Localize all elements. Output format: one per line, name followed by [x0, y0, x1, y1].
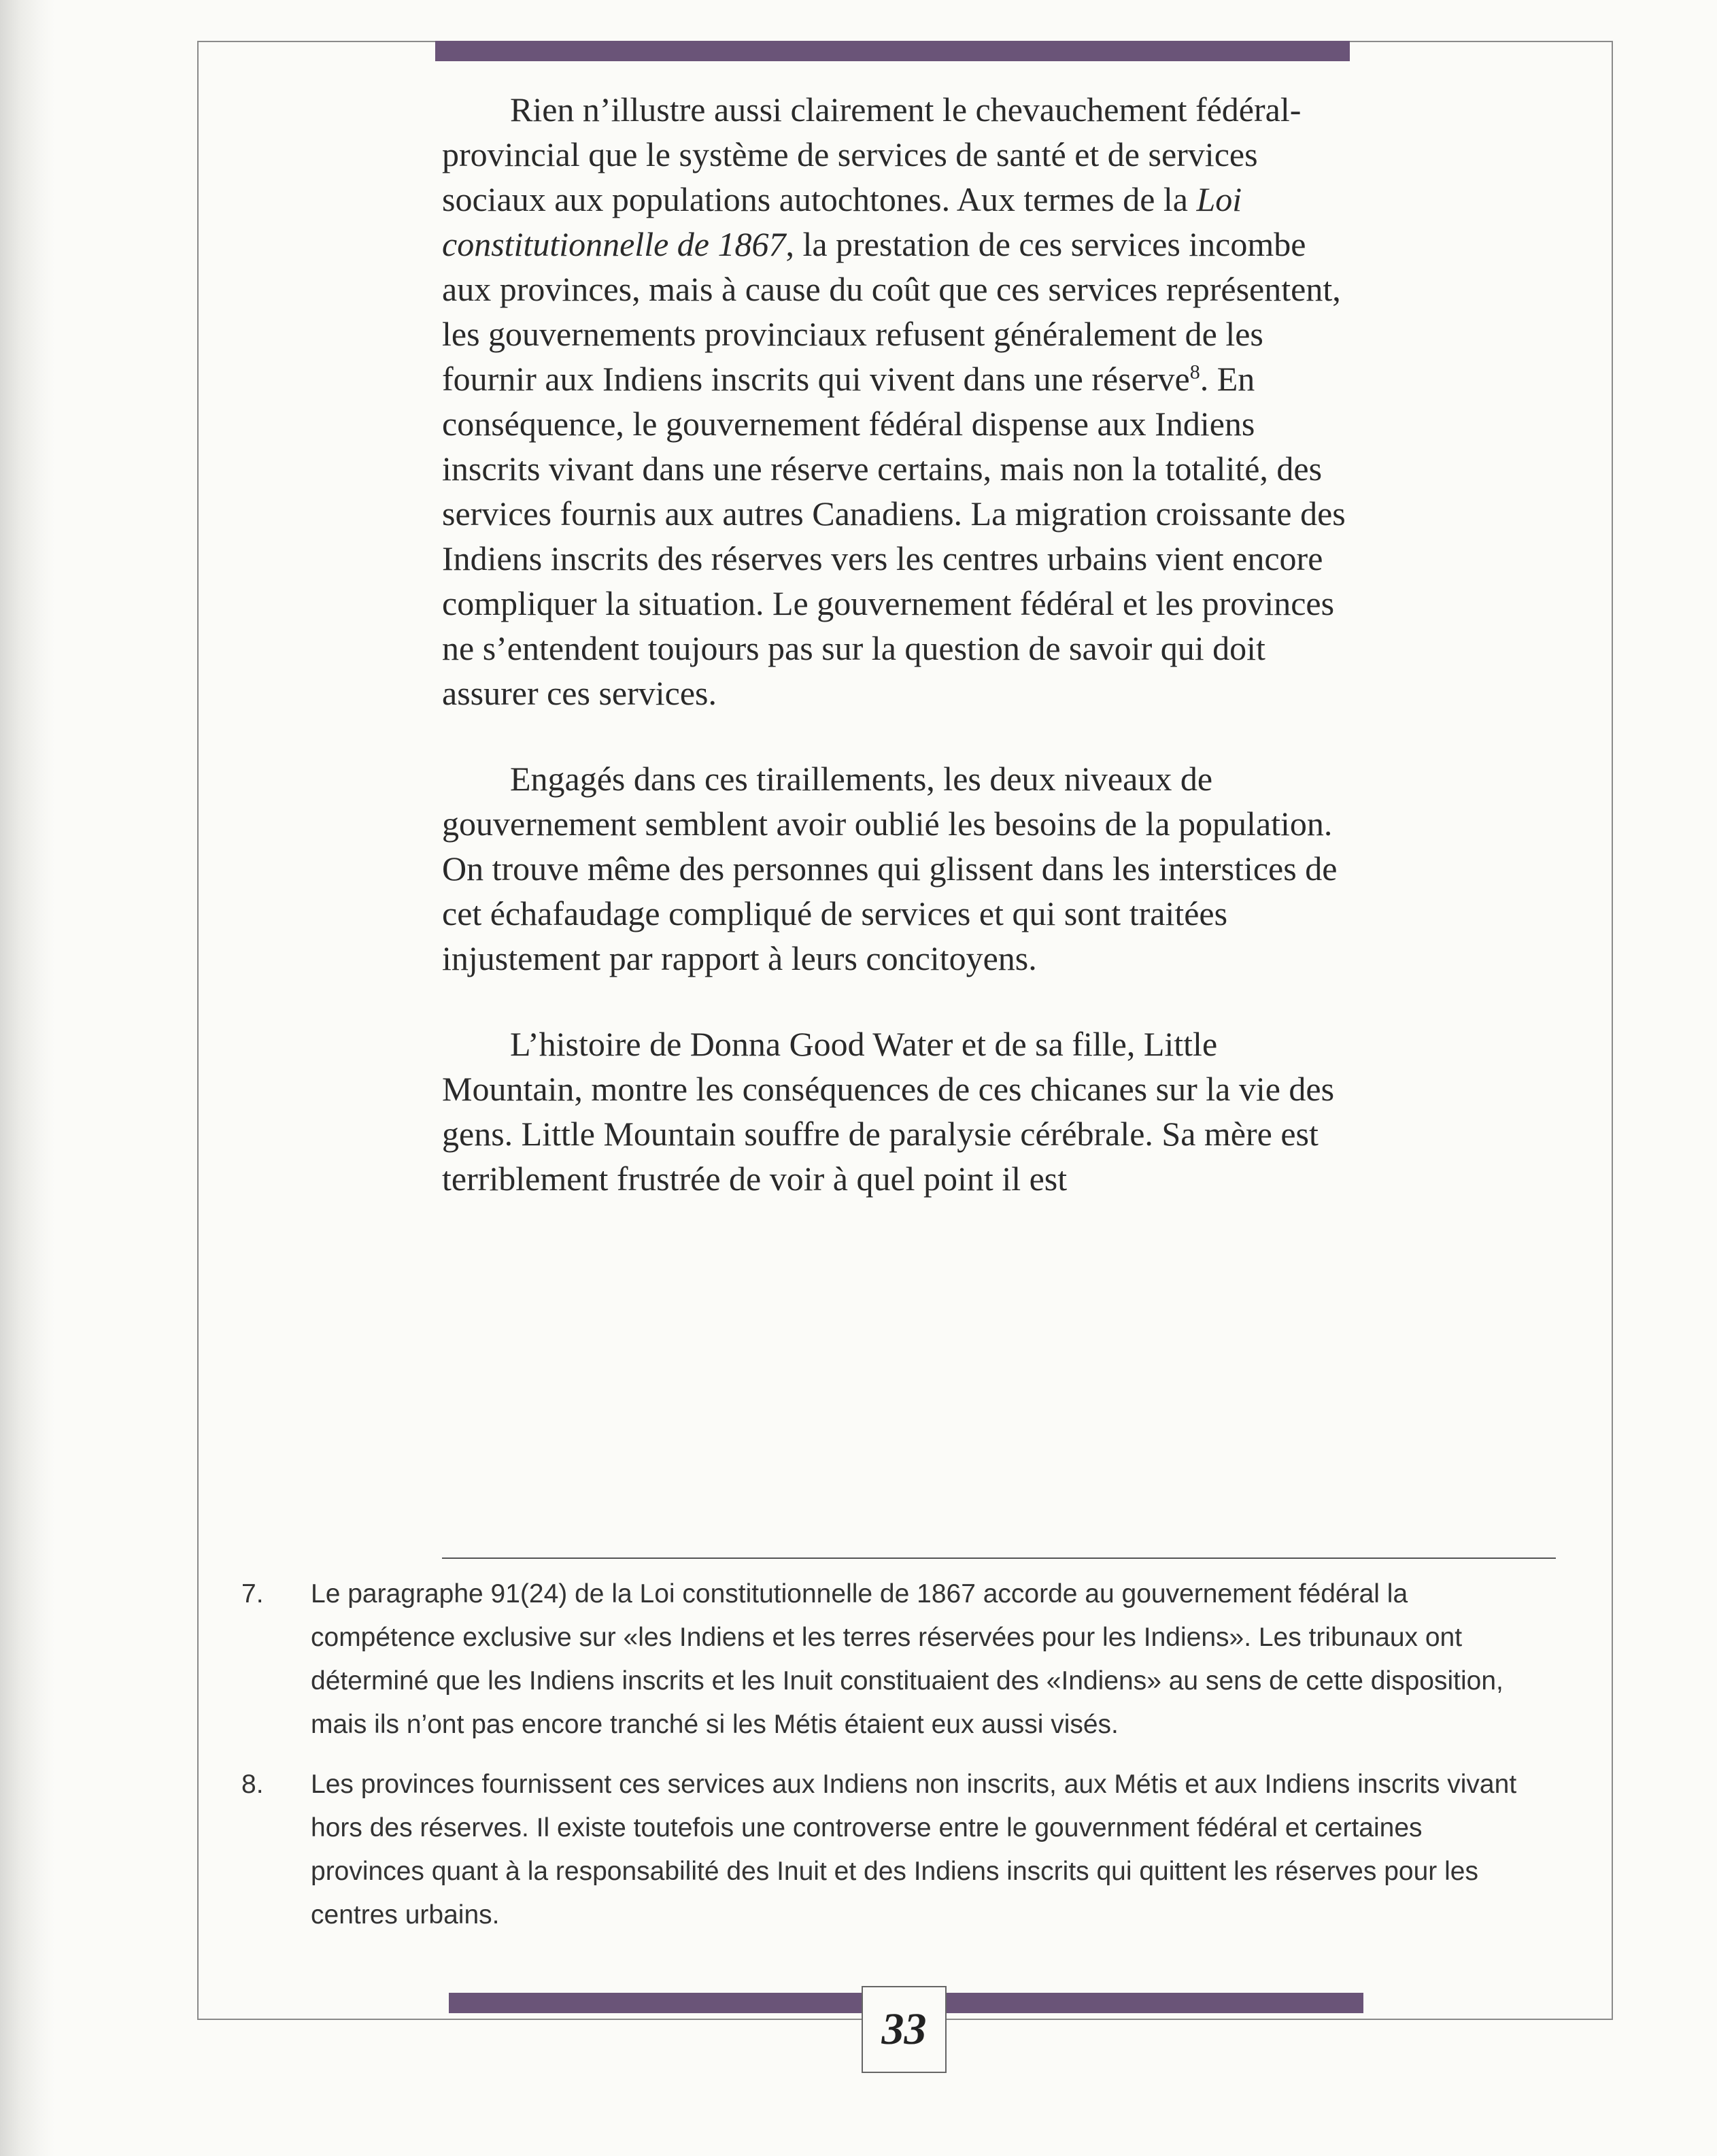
- paragraph-1-text-c: . En conséquence, le gouvernement fédéral dispense aux Indiens inscrits vivant dans une réserve certains, mais non la totalité, des services fournis aux autres Canadiens. La migration croissante des Indiens inscrits des réserves vers les centres urbains vient encore compliquer la situation. Le gouvernement fédéral et les provinces ne s’entendent toujours pas sur la question de savoir qui doit assurer ces services.: [442, 360, 1346, 712]
- footnote-ref-8[interactable]: 8: [1189, 360, 1200, 384]
- footnote-8: [241, 1763, 1533, 1937]
- law-title-italic: Loi constitutionnelle de 1867: [442, 180, 1242, 263]
- paragraph-2: Engagés dans ces tiraillements, les deux niveaux de gouvernement semblent avoir oublié les besoins de la population. On trouve même des personnes qui glissent dans les interstices de cet échafaudage compliqué de services et qui sont traitées injustement par rapport à leurs concitoyens.: [442, 760, 1338, 977]
- page-number-box: [862, 1986, 947, 2073]
- paragraph-3: L’histoire de Donna Good Water et de sa fille, Little Mountain, montre les conséquences de ces chicanes sur la vie des gens. Little Mountain souffre de paralysie cérébrale. Sa mère est terriblement frustrée de voir à quel point il est: [442, 1025, 1335, 1198]
- footnote-text: Le paragraphe 91(24) de la Loi constitutionnelle de 1867 accorde au gouvernement fédéral la compétence exclusive sur «les Indiens et les terres réservées pour les Indiens». Les tribunaux ont déterminé que les Indiens inscrits et les Inuit constituaient des «Indiens» au sens de cette disposition, mais ils n’ont pas encore tranché si les Métis étaient eux aussi visés.: [311, 1579, 1503, 1739]
- top-accent-bar: [435, 41, 1350, 61]
- paragraph-1-text-b: , la prestation de ces services incombe aux provinces, mais à cause du coût que ces services représentent, les gouvernements provinciaux refusent généralement de les fournir aux Indiens inscrits qui vivent dans une réserve: [442, 225, 1341, 398]
- footnote-number: 8.: [241, 1770, 264, 1799]
- footnote-7: [241, 1572, 1533, 1747]
- page-edge-shadow: [0, 0, 54, 2156]
- paragraph-1: [442, 87, 1353, 715]
- footnote-text: Les provinces fournissent ces services aux Indiens non inscrits, aux Métis et aux Indiens inscrits vivant hors des réserves. Il existe toutefois une controverse entre le gouvernment fédéral et certaines provinces quant à la responsabilité des Inuit et des Indiens inscrits qui quittent les réserves pour les centres urbains.: [311, 1770, 1517, 1930]
- page-number: 33: [881, 2004, 927, 2054]
- footnote-divider: [442, 1557, 1556, 1559]
- main-text: [442, 87, 1353, 1201]
- footnotes: [241, 1572, 1533, 1937]
- footnote-number: 7.: [241, 1579, 264, 1608]
- paragraph-1-text-a: Rien n’illustre aussi clairement le chevauchement fédéral-provincial que le système de services de santé et de services sociaux aux populations autochtones. Aux termes de la: [442, 90, 1302, 218]
